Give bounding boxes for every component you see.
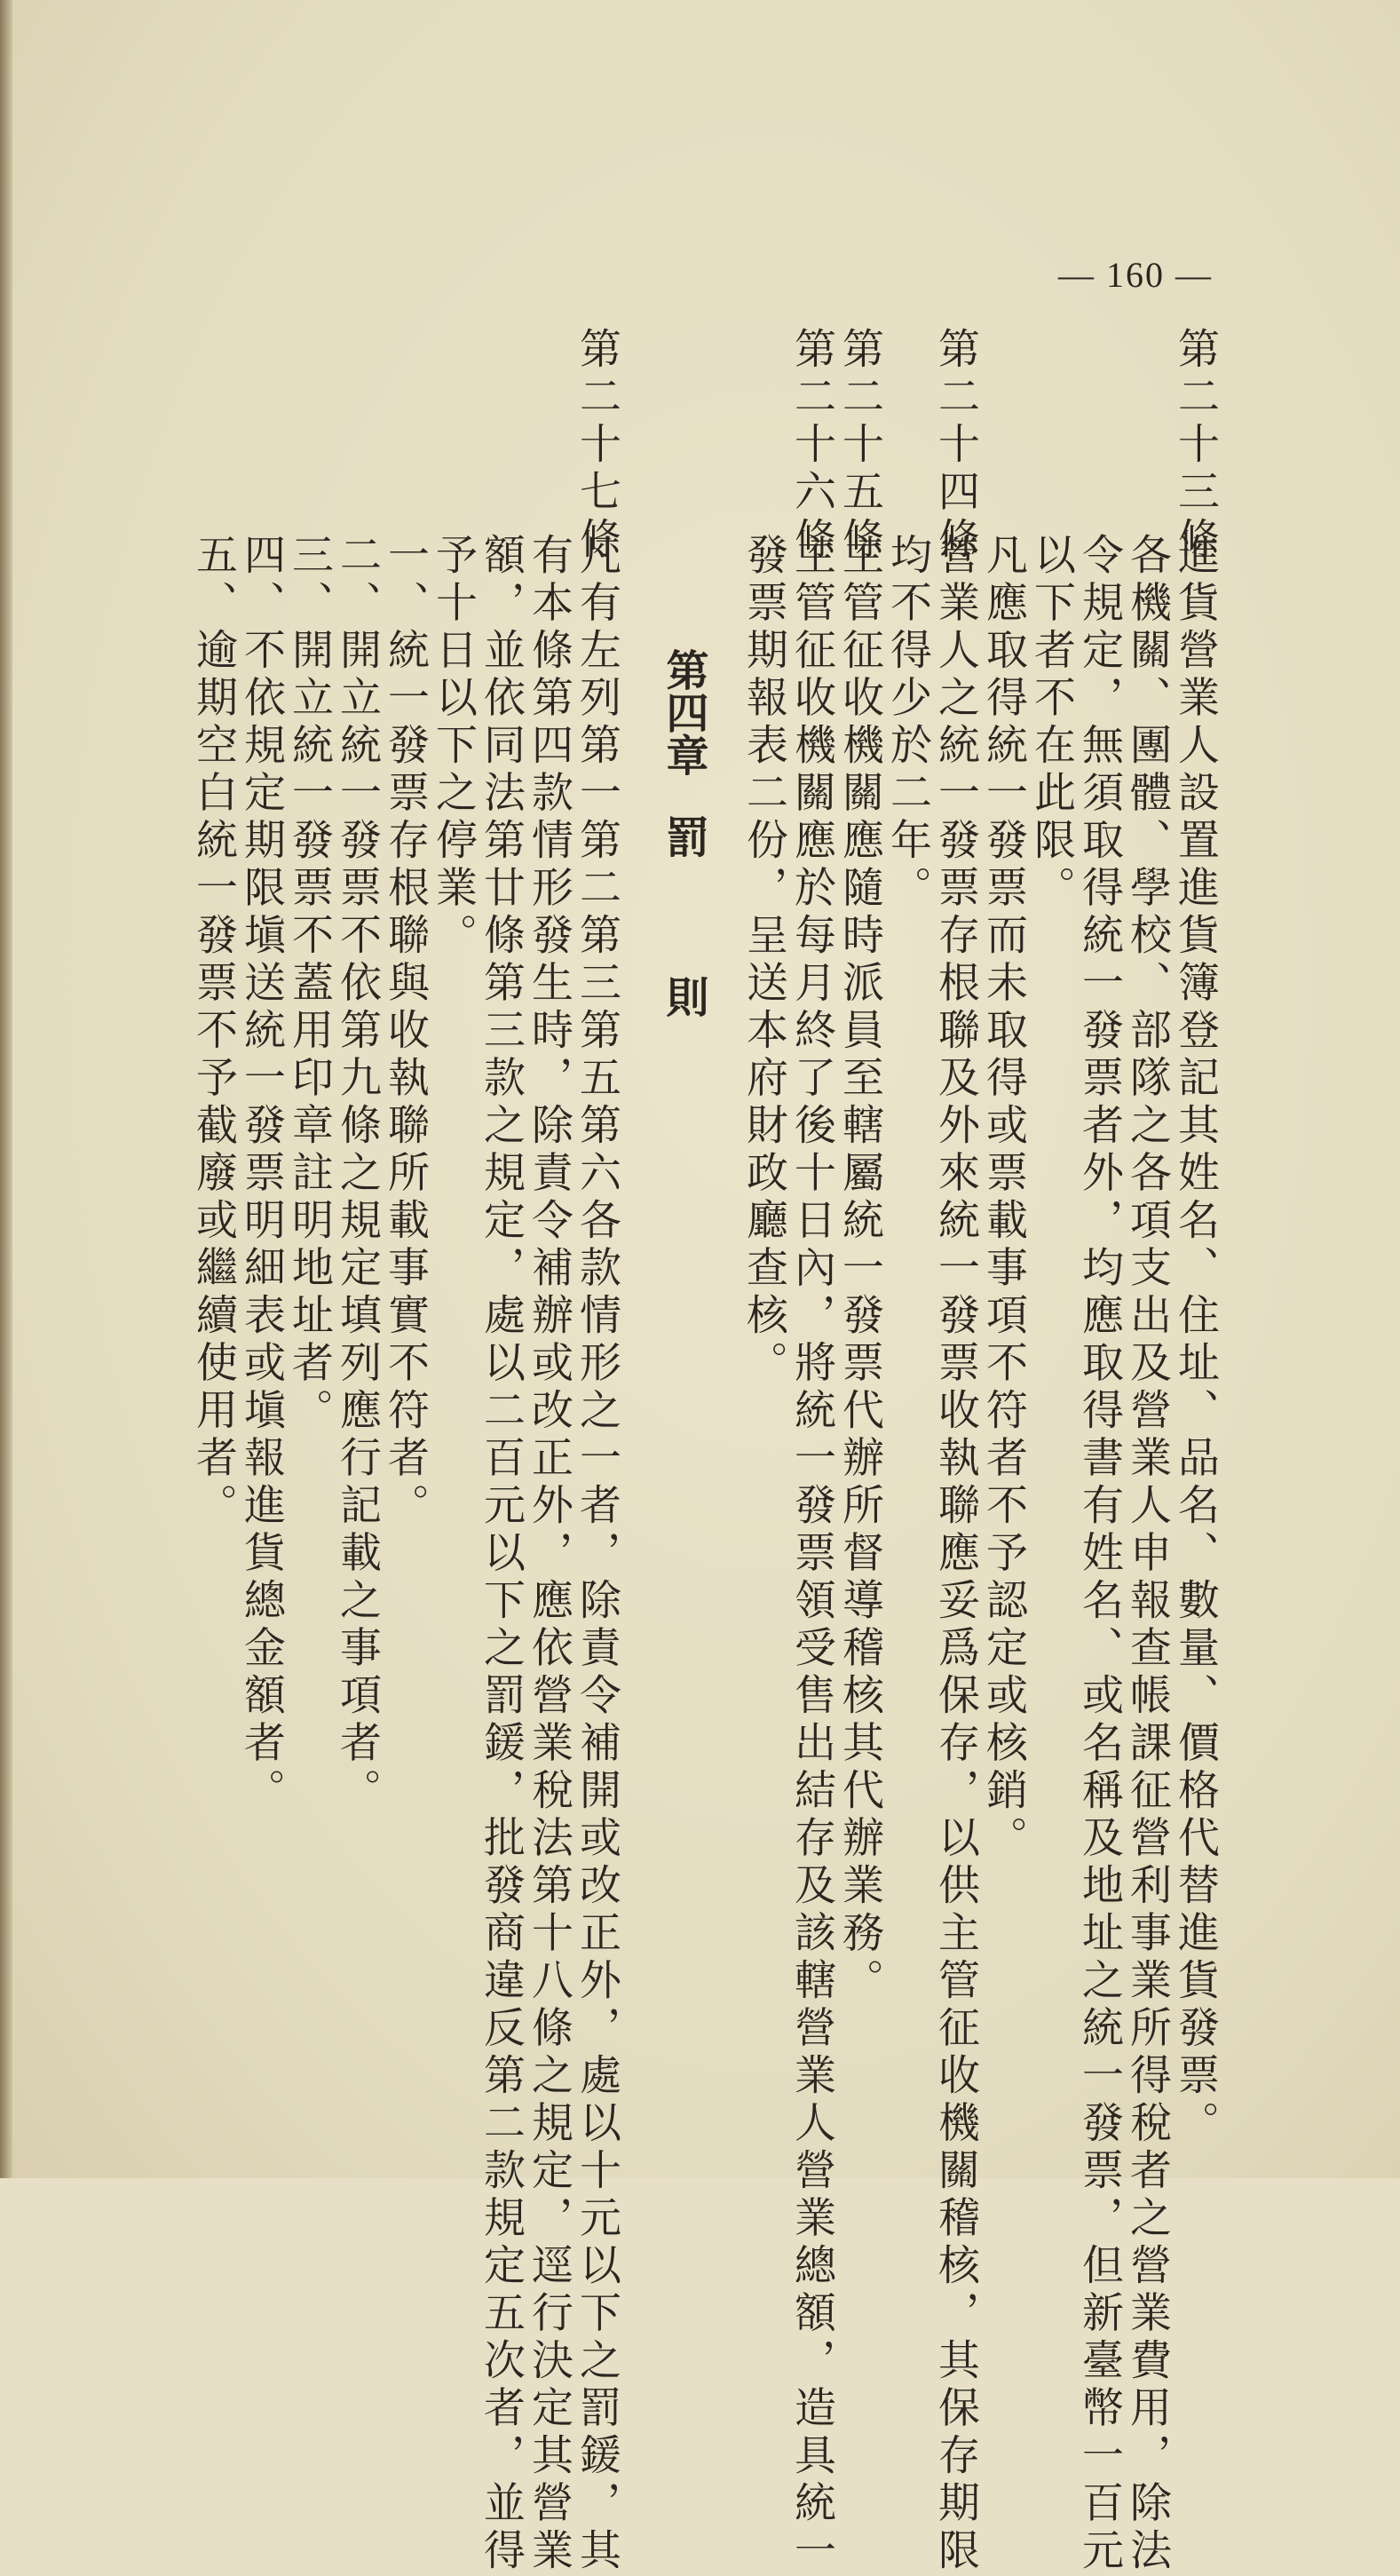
article-26-line-1: 主管征收機關應於每月終了後十日內，將統一發票領受售出結存及該轄營業人營業總額，造具統一 xyxy=(787,533,836,2576)
article-27-item-3: 三、開立統一發票不蓋用印章註明地址者。 xyxy=(285,533,334,1436)
article-27-line-1: 凡有左列第一第二第三第五第六各款情形之一者，除責令補開或改正外，處以十元以下之罰鍰，其 xyxy=(573,533,621,2576)
article-23-line-4: 以下者不在此限。 xyxy=(1027,533,1076,913)
article-23-line-1: 進貨營業人設置進貨簿登記其姓名、住址、品名、數量、價格代替進貨發票。 xyxy=(1171,533,1220,2148)
article-23-line-5: 凡應取得統一發票而未取得或票載事項不符者不予認定或核銷。 xyxy=(979,533,1028,1863)
article-26-line-2: 發票期報表二份，呈送本府財政廳查核。 xyxy=(740,533,788,1388)
article-23-label: 第二十三條 xyxy=(1171,327,1220,565)
chapter-title-char-1: 罰 xyxy=(659,815,708,858)
article-25-line-1: 主管征收機關應隨時派員至轄屬統一發票代辦所督導稽核其代辦業務。 xyxy=(835,533,884,2006)
article-27-line-3: 額，並依同法第廿條第三款之規定，處以二百元以下之罰鍰，批發商違反第二款規定五次者，並得 xyxy=(477,533,526,2576)
article-27-item-2: 二、開立統一發票不依第九條之規定填列應行記載之事項者。 xyxy=(333,533,382,1816)
article-24-line-1: 營業人之統一發票存根聯及外來統一發票收執聯應妥爲保存，以供主管征收機關稽核，其保存期限 xyxy=(931,533,980,2576)
article-27-item-1: 一、統一發票存根聯與收執聯所載事實不符者。 xyxy=(381,533,430,1531)
article-27-line-2: 有本條第四款情形發生時，除責令補辦或改正外，應依營業稅法第十八條之規定，逕行決定其營業 xyxy=(525,533,573,2576)
article-27-item-4: 四、不依規定期限塡送統一發票明細表或塡報進貨總金額者。 xyxy=(237,533,286,1816)
article-26-label: 第二十六條 xyxy=(787,327,836,565)
article-27-label: 第二十七條 xyxy=(573,327,621,565)
article-27-line-4: 予十日以下之停業。 xyxy=(429,533,478,961)
chapter-title-char-2: 則 xyxy=(659,975,708,1018)
article-24-line-2: 均不得少於二年。 xyxy=(883,533,932,913)
book-binding-edge xyxy=(0,0,12,2178)
chapter-number: 第四章 xyxy=(659,648,708,776)
article-24-label: 第二十四條 xyxy=(931,327,980,565)
article-23-line-3: 令規定，無須取得統一發票者外，均應取得書有姓名、或名稱及地址之統一發票，但新臺幣一百元 xyxy=(1075,533,1124,2576)
article-23-line-2: 各機關、團體、學校、部隊之各項支出及營業人申報查帳課征營利事業所得稅者之營業費用，除法 xyxy=(1123,533,1172,2576)
article-27-item-5: 五、逾期空白統一發票不予截廢或繼續使用者。 xyxy=(189,533,238,1531)
article-25-label: 第二十五條 xyxy=(835,327,884,565)
page-number: — 160 — xyxy=(1058,255,1213,295)
